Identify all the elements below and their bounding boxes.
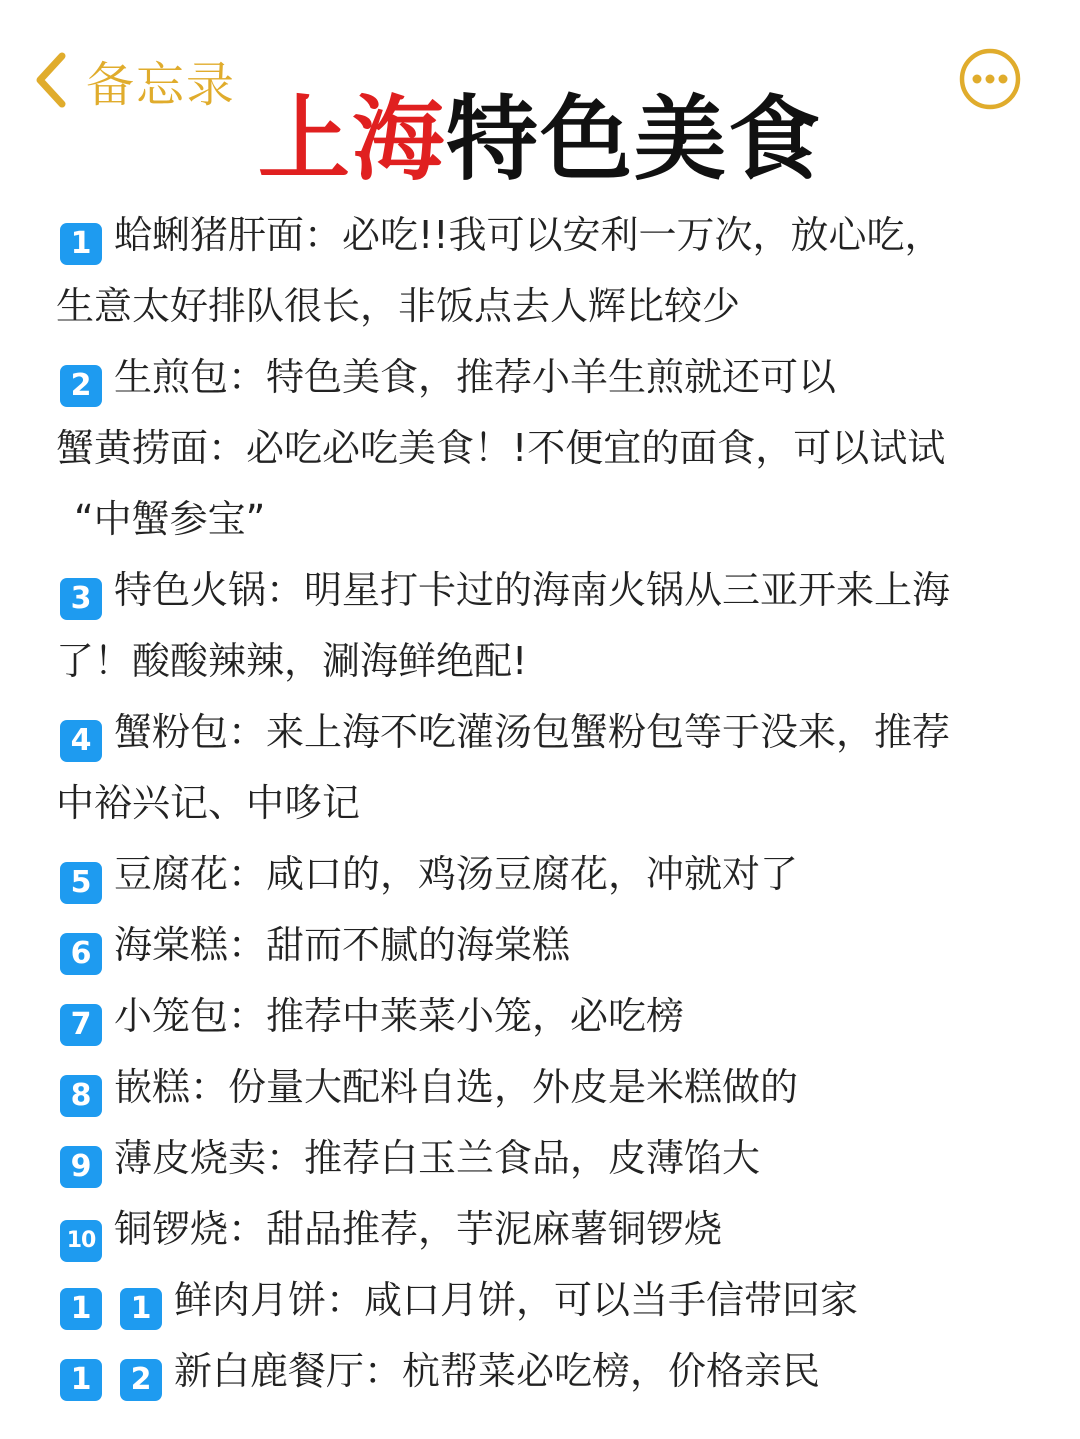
number-badge: 8 (60, 1075, 102, 1117)
list-item-continuation: 蟹黄捞面：必吃必吃美食！!不便宜的面食，可以试试 (56, 426, 946, 470)
item-text: 铜锣烧：甜品推荐，芋泥麻薯铜锣烧 (114, 1207, 723, 1251)
number-badge-ones: 1 (120, 1288, 162, 1330)
item-text: 鲜肉月饼：咸口月饼，可以当手信带回家 (174, 1278, 859, 1322)
number-badge: 9 (60, 1146, 102, 1188)
list-item (56, 697, 1036, 768)
title-highlight: 上海 (257, 86, 446, 193)
number-badge: 6 (60, 933, 102, 975)
number-badge-ones: 2 (120, 1359, 162, 1401)
number-badge: 10 (60, 1220, 102, 1262)
item-text: 特色火锅：明星打卡过的海南火锅从三亚开来上海 (114, 568, 951, 612)
list-item-continuation: 中裕兴记、中哆记 (56, 781, 361, 825)
list-item-continuation: 了！酸酸辣辣，涮海鲜绝配! (56, 639, 528, 683)
list-item (56, 981, 1036, 1052)
number-badge: 7 (60, 1004, 102, 1046)
list-item (56, 200, 1036, 271)
number-badge-tens: 1 (60, 1359, 102, 1401)
item-text: 生煎包：特色美食，推荐小羊生煎就还可以 (114, 355, 837, 399)
number-badge: 1 (60, 223, 102, 265)
list-item (56, 839, 1036, 910)
list-item (56, 1336, 1036, 1407)
list-item (56, 1265, 1036, 1336)
list-item-continuation: “中蟹参宝” (74, 497, 266, 541)
number-badge: 2 (60, 365, 102, 407)
item-text: 新白鹿餐厅：杭帮菜必吃榜，价格亲民 (174, 1349, 821, 1393)
item-text: 薄皮烧卖：推荐白玉兰食品，皮薄馅大 (114, 1136, 761, 1180)
item-text: 蛤蜊猪肝面：必吃!!我可以安利一万次，放心吃， (114, 213, 943, 257)
item-text: 豆腐花：咸口的，鸡汤豆腐花，冲就对了 (114, 852, 799, 896)
list-item (56, 1123, 1036, 1194)
list-item (56, 910, 1036, 981)
item-text: 海棠糕：甜而不腻的海棠糕 (114, 923, 571, 967)
number-badge: 3 (60, 578, 102, 620)
item-text: 嵌糕：份量大配料自选，外皮是米糕做的 (114, 1065, 799, 1109)
number-badge: 5 (60, 862, 102, 904)
list-item (56, 342, 1036, 413)
page-title (0, 86, 1080, 194)
food-list (56, 200, 1036, 1407)
title-main: 特色美食 (446, 86, 823, 193)
list-item (56, 555, 1036, 626)
back-label: 备忘录 (86, 56, 237, 113)
number-badge-tens: 1 (60, 1288, 102, 1330)
list-item (56, 1052, 1036, 1123)
item-text: 蟹粉包：来上海不吃灌汤包蟹粉包等于没来，推荐 (114, 710, 951, 754)
item-text: 小笼包：推荐中莱菜小笼，必吃榜 (114, 994, 685, 1038)
list-item (56, 1194, 1036, 1265)
list-item-continuation: 生意太好排队很长，非饭点去人辉比较少 (56, 284, 741, 328)
number-badge: 4 (60, 720, 102, 762)
